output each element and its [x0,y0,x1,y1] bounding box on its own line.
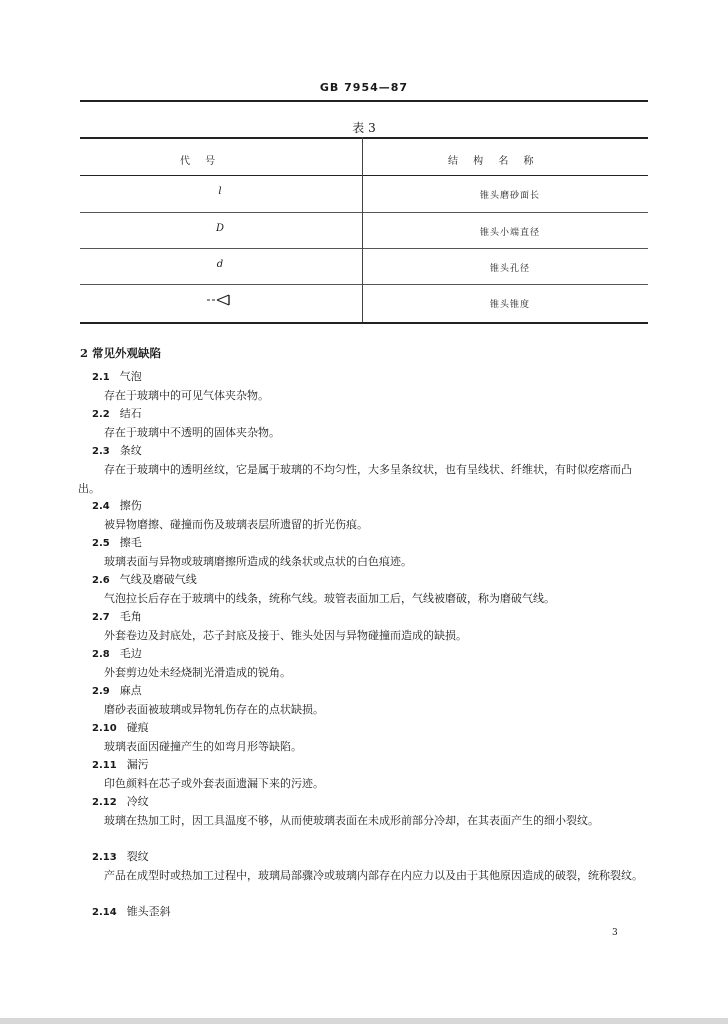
page-number: 3 [612,928,618,938]
defect-heading [92,405,142,421]
header-rule [80,100,648,102]
table-cell-code [140,294,300,306]
defect-number: 2.6 [92,575,110,586]
defect-description: 玻璃表面因碰撞产生的如弯月形等缺陷。 [104,740,302,753]
table-cell-code: d [216,259,224,270]
defect-title: 擦毛 [119,536,142,549]
table-row-rule [80,248,648,249]
defect-title: 锥头歪斜 [126,905,171,918]
defect-description: 产品在成型时或热加工过程中，玻璃局部骤冷或玻璃内部存在内应力以及由于其他原因造成的破裂，统称裂纹。 [104,869,643,882]
defect-description: 玻璃表面与异物或玻璃磨擦所造成的线条状或点状的白色痕迹。 [104,555,412,568]
defect-number: 2.3 [92,446,110,457]
table-column-divider [362,137,363,322]
defect-description: 被异物磨擦、碰撞而伤及玻璃表层所遗留的折光伤痕。 [104,518,368,531]
defect-title: 毛角 [119,610,142,623]
defect-description: 存在于玻璃中的可见气体夹杂物。 [104,389,269,402]
defect-description: 存在于玻璃中不透明的固体夹杂物。 [104,426,280,439]
defect-number: 2.13 [92,852,117,863]
table-bottom-rule [80,322,648,324]
table-cell-name: 锥头磨砂面长 [479,191,540,201]
defect-title: 结石 [119,407,142,420]
defect-description: 玻璃在热加工时，因工具温度不够，从而使玻璃表面在未成形前部分冷却，在其表面产生的细小裂纹。 [104,814,599,827]
defect-heading [92,848,149,864]
defect-number: 2.9 [92,686,110,697]
defect-number: 2.7 [92,612,110,623]
defect-title: 麻点 [119,684,142,697]
defect-heading [92,497,142,513]
defect-number: 2.10 [92,723,117,734]
section-title: 2 常见外观缺陷 [80,346,162,360]
table-row-rule [80,284,648,285]
defect-description: 外套剪边处未经烧制光滑造成的锐角。 [104,666,291,679]
defect-heading [92,756,149,772]
table-header-name: 结 构 名 称 [448,156,540,167]
defect-title: 碰痕 [126,721,149,734]
table-cell-code: l [218,186,222,197]
defect-number: 2.12 [92,797,117,808]
defect-number: 2.4 [92,501,110,512]
defect-heading [92,534,142,550]
defect-description: 存在于玻璃中的透明丝纹，它是属于玻璃的不均匀性，大多呈条纹状，也有呈线状、纤维状，有时似疙瘩而凸出。 [78,463,632,495]
defect-title: 冷纹 [126,795,149,808]
defect-heading [92,442,142,458]
defect-number: 2.2 [92,409,110,420]
defect-number: 2.11 [92,760,117,771]
defect-description: 印色颜料在芯子或外套表面遗漏下来的污迹。 [104,777,324,790]
defect-heading [92,793,149,809]
defect-description: 磨砂表面被玻璃或异物轧伤存在的点状缺损。 [104,703,324,716]
standard-code: GB 7954—87 [319,81,409,94]
defect-heading [92,645,142,661]
table-header-rule [80,175,648,176]
table-row-rule [80,212,648,213]
defect-title: 擦伤 [119,499,142,512]
defect-heading [92,571,197,587]
table-cell-name: 锥头孔径 [489,264,530,274]
defect-number: 2.1 [92,372,110,383]
table-cell-code: D [215,223,225,234]
defect-title: 漏污 [126,758,149,771]
table-caption: 表 3 [352,121,376,135]
defect-description: 外套卷边及封底处，芯子封底及接于、锥头处因与异物碰撞而造成的缺损。 [104,629,467,642]
defect-number: 2.5 [92,538,110,549]
defect-description: 气泡拉长后存在于玻璃中的线条，统称气线。玻管表面加工后，气线被磨破，称为磨破气线。 [104,592,555,605]
defect-heading [92,719,149,735]
table-cell-name: 锥头锥度 [489,300,530,310]
defect-number: 2.14 [92,907,117,918]
table-cell-name: 锥头小端直径 [479,228,540,238]
defect-number: 2.8 [92,649,110,660]
defect-heading [92,368,142,384]
defect-title: 条纹 [119,444,142,457]
defect-title: 气泡 [119,370,142,383]
defect-title: 裂纹 [126,850,149,863]
defect-heading [92,608,142,624]
defect-heading [92,682,142,698]
defect-title: 气线及磨破气线 [119,573,197,586]
table-top-rule [80,137,648,139]
table-header-code: 代 号 [180,156,222,167]
taper-symbol-icon [207,294,233,306]
scan-bottom-edge [0,1018,728,1024]
defect-heading [92,903,171,919]
defect-title: 毛边 [119,647,142,660]
